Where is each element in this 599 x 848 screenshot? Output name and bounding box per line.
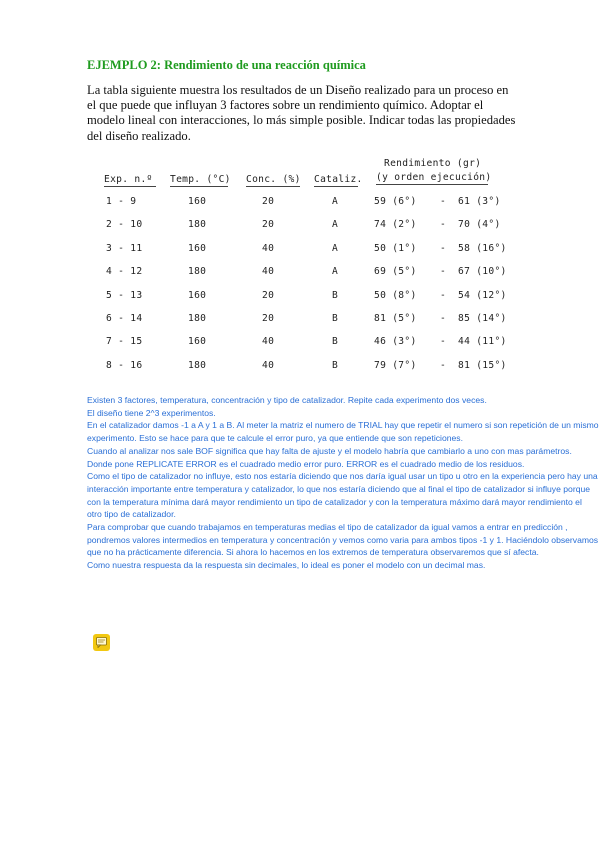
table-cell-r1: 59 (6°)	[374, 196, 417, 207]
example-title: EJEMPLO 2: Rendimiento de una reacción química	[87, 58, 366, 72]
table-cell-sep: -	[440, 196, 447, 207]
table-cell-conc: 20	[262, 196, 275, 207]
table-cell-exp: 4 - 12	[106, 266, 143, 278]
table-cell-temp: 160	[188, 196, 207, 207]
table-cell-temp: 180	[188, 219, 207, 231]
header-underline	[314, 186, 358, 187]
table-cell-temp: 160	[188, 289, 207, 301]
header-exp: Exp. n.º	[104, 174, 153, 185]
header-catal: Cataliz.	[314, 174, 363, 185]
header-temp: Temp. (°C)	[170, 174, 231, 185]
table-cell-r2: 85 (14°)	[458, 313, 507, 324]
table-cell-r2: 67 (10°)	[458, 266, 507, 278]
table-cell-conc: 20	[262, 219, 275, 231]
table-cell-exp: 6 - 14	[106, 313, 143, 324]
table-cell-exp: 2 - 10	[106, 219, 143, 231]
table-cell-r1: 50 (8°)	[374, 289, 417, 301]
table-row	[100, 266, 507, 280]
table-cell-temp: 180	[188, 359, 207, 371]
note-paragraph: Como el tipo de catalizador no influye, esto nos estaría diciendo que nos daría igual usar un tipo u otro en la experiencia pero hay una interacción importante entre temperatura y catalizador, lo que nos estaría diciendo que al final el tipo de catalizador si influye porque con la temperatura mínima dará mayor rendimiento un tipo de catalizador y con la temperatura máximo dará mayor rendimiento el otro tipo de catalizador.	[87, 471, 598, 520]
header-underline	[104, 186, 156, 187]
table-row	[100, 336, 507, 350]
table-cell-catal: B	[332, 359, 339, 371]
table-cell-conc: 20	[262, 313, 275, 324]
table-cell-r1: 81 (5°)	[374, 313, 417, 324]
table-cell-catal: A	[332, 266, 339, 278]
table-cell-sep: -	[440, 336, 447, 348]
table-row	[100, 242, 507, 257]
notes-section	[87, 394, 599, 572]
note-paragraph: Cuando al analizar nos sale BOF significa que hay falta de ajuste y el modelo habría que cambiarlo a uno con mas parámetros.	[87, 445, 572, 456]
table-cell-r1: 50 (1°)	[374, 242, 417, 254]
table-cell-conc: 40	[262, 242, 275, 254]
table-cell-exp: 1 - 9	[106, 196, 137, 207]
table-cell-catal: B	[332, 289, 339, 301]
header-underline	[170, 186, 228, 187]
comment-icon[interactable]	[93, 634, 110, 651]
note-paragraph: En el catalizador damos -1 a A y 1 a B. Al meter la matriz el numero de TRIAL hay que repetir el numero si son repetición de un mismo experimento. Esto se hace para que te calcule el error puro, ya que entiende que son repeticiones.	[87, 420, 599, 444]
table-cell-exp: 8 - 16	[106, 359, 143, 371]
note-paragraph: Para comprobar que cuando trabajamos en temperaturas medias el tipo de catalizador da igual vamos a entrar en predicción , pondremos valores intermedios en temperatura y concentración y vemos como varia para ambos tipos -1 y 1. Haciéndolo observamos que no ha prácticamente diferencia. Si ahora lo hacemos en los extremos de temperatura observaremos que sí afecta.	[87, 522, 599, 558]
note-paragraph: Como nuestra respuesta da la respuesta sin decimales, lo ideal es poner el modelo con un decimal mas.	[87, 560, 486, 571]
header-underline	[376, 184, 488, 185]
table-cell-r2: 70 (4°)	[458, 219, 501, 231]
table-cell-sep: -	[440, 219, 447, 231]
table-cell-sep: -	[440, 242, 447, 254]
table-cell-sep: -	[440, 266, 447, 278]
note-paragraph: El diseño tiene 2^3 experimentos.	[87, 407, 216, 418]
table-cell-temp: 160	[188, 336, 207, 348]
table-row	[100, 359, 507, 374]
table-cell-exp: 5 - 13	[106, 289, 143, 301]
table-cell-r2: 54 (12°)	[458, 289, 507, 301]
table-row	[100, 313, 507, 327]
table-cell-catal: B	[332, 313, 339, 324]
header-orden: (y orden ejecución)	[376, 172, 492, 183]
table-row	[100, 219, 502, 233]
table-cell-conc: 40	[262, 266, 275, 278]
table-cell-r2: 61 (3°)	[458, 196, 501, 207]
header-underline	[246, 186, 300, 187]
table-cell-r1: 79 (7°)	[374, 359, 417, 371]
table-row	[100, 289, 507, 304]
table-cell-sep: -	[440, 313, 447, 324]
table-cell-r2: 44 (11°)	[458, 336, 507, 348]
comment-glyph-icon	[96, 637, 107, 648]
table-cell-conc: 20	[262, 289, 275, 301]
header-conc: Conc. (%)	[246, 174, 301, 185]
header-rendimiento: Rendimiento (gr)	[384, 158, 482, 169]
note-paragraph: Existen 3 factores, temperatura, concentración y tipo de catalizador. Repite cada experimento dos veces.	[87, 395, 487, 405]
table-cell-temp: 180	[188, 313, 207, 324]
table-cell-catal: A	[332, 219, 339, 231]
table-cell-exp: 3 - 11	[106, 242, 143, 254]
table-cell-conc: 40	[262, 336, 275, 348]
table-cell-catal: A	[332, 242, 339, 254]
table-cell-sep: -	[440, 289, 447, 301]
note-paragraph: Donde pone REPLICATE ERROR es el cuadrado medio error puro. ERROR es el cuadrado medio de los residuos.	[87, 458, 525, 469]
table-cell-r1: 74 (2°)	[374, 219, 417, 231]
table-cell-r2: 81 (15°)	[458, 359, 507, 371]
table-cell-conc: 40	[262, 359, 275, 371]
table-row	[100, 196, 502, 210]
table-cell-catal: A	[332, 196, 339, 207]
table-cell-catal: B	[332, 336, 339, 348]
results-table	[100, 156, 507, 374]
table-cell-r1: 69 (5°)	[374, 266, 417, 278]
table-cell-temp: 160	[188, 242, 207, 254]
table-cell-temp: 180	[188, 266, 207, 278]
table-cell-sep: -	[440, 359, 447, 371]
table-cell-r1: 46 (3°)	[374, 336, 417, 348]
table-cell-r2: 58 (16°)	[458, 242, 507, 254]
table-cell-exp: 7 - 15	[106, 336, 143, 348]
intro-paragraph: La tabla siguiente muestra los resultados de un Diseño realizado para un proceso en el que puede que influyan 3 factores sobre un rendimiento químico. Adoptar el modelo lineal con interacciones, lo más simple posible. Indicar todas las propiedades del diseño realizado.	[87, 83, 516, 143]
